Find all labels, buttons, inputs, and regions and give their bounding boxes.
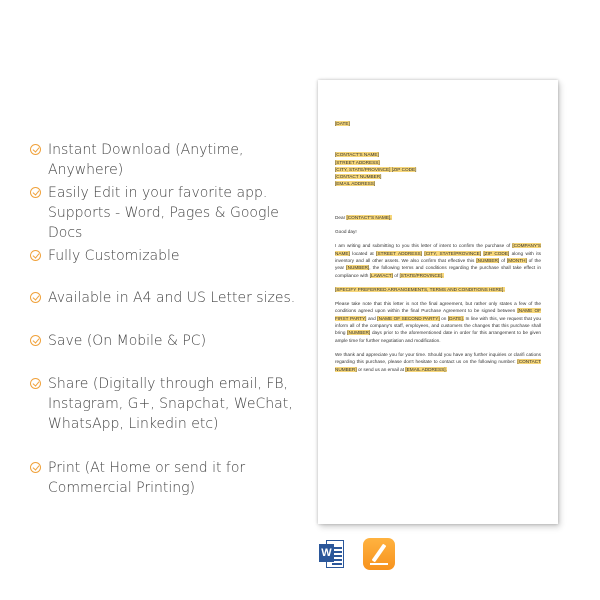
address-line: [CITY, STATE/PROVINCE] [ZIP CODE] xyxy=(335,166,417,172)
date-placeholder: [DATE]. xyxy=(447,315,464,321)
paragraph-3 xyxy=(335,351,541,373)
contact-number-placeholder: [CONTACT NUMBER] xyxy=(335,359,541,372)
feature-text: Save (On Mobile & PC) xyxy=(48,333,207,349)
address-line: [STREET ADDRESS] xyxy=(335,159,380,165)
feature-text: Fully Customizable xyxy=(48,248,180,264)
feature-text: Print (At Home or send it for xyxy=(48,460,246,476)
street-placeholder: [STREET ADDRESS] xyxy=(376,250,422,256)
text: , the following terms and conditions regarding the purchase shall take effect in compliance with xyxy=(335,265,541,278)
word-app-icon xyxy=(319,538,345,570)
text: located at xyxy=(352,250,374,256)
second-party-placeholder: [NAME OF SECOND PARTY] xyxy=(377,315,440,321)
law-placeholder: [LAW/ACT] xyxy=(369,272,393,278)
text: or send us an email at xyxy=(357,366,405,372)
feature-item xyxy=(30,140,300,180)
state-placeholder: [STATE/PROVINCE]. xyxy=(399,272,444,278)
text: Please take note that this letter is not the final agreement, but rather only states a few of the conditions agreed upon within the final Purchase Agreement to be signed between xyxy=(335,301,541,314)
feature-item xyxy=(30,246,300,266)
feature-text: Share (Digitally through email, FB, xyxy=(48,376,289,392)
address-line: [EMAIL ADDRESS] xyxy=(335,181,376,187)
feature-text: Commercial Printing) xyxy=(48,480,196,496)
check-circle-icon xyxy=(30,378,41,389)
number-placeholder: [NUMBER] xyxy=(476,257,500,263)
text: of xyxy=(501,257,506,263)
address-line: [CONTACT NUMBER] xyxy=(335,174,382,180)
feature-item xyxy=(30,458,300,498)
text: along with its inventory and all other assets. We also confirm that effective this xyxy=(335,250,541,263)
feature-text: Instant Download (Anytime, Anywhere) xyxy=(48,142,244,178)
company-placeholder: [COMPANY'S NAME] xyxy=(335,243,541,256)
feature-item xyxy=(30,183,300,243)
month-placeholder: [MONTH] xyxy=(506,257,527,263)
salutation-name: [CONTACT'S NAME], xyxy=(346,214,392,220)
check-circle-icon xyxy=(30,335,41,346)
city-placeholder: [CITY, STATE/PROVINCE] xyxy=(424,250,482,256)
text: on xyxy=(441,315,447,321)
check-circle-icon xyxy=(30,144,41,155)
greeting: Good day! xyxy=(335,229,357,235)
number-placeholder: [NUMBER] xyxy=(346,265,370,271)
arrangements-placeholder: [SPECIFY PREFERRED ARRANGEMENTS, TERMS AND CONDITIONS HERE]. xyxy=(335,286,505,292)
address-line: [CONTACT'S NAME] xyxy=(335,152,379,158)
feature-item xyxy=(30,374,300,434)
date-placeholder: [DATE] xyxy=(335,121,350,126)
text: We thank and appreciate you for your time. Should you have any further inquiries or clarifi cations regarding this purchase, please don't hesitate to contact us on the following number: xyxy=(335,351,541,365)
text: I am writing and submitting to you this letter of intent to confirm the purchase of xyxy=(335,243,511,249)
text: days prior to the aforementioned date in order for this arrangement to be given ample time for further negotiation and modification. xyxy=(335,330,541,343)
supported-apps xyxy=(319,538,395,570)
text: of xyxy=(394,272,399,278)
paragraph-2 xyxy=(335,300,541,344)
first-party-placeholder: [NAME OF FIRST PARTY] xyxy=(335,308,541,321)
text: of the year xyxy=(335,257,541,271)
feature-text: Available in A4 and US Letter sizes. xyxy=(48,290,296,306)
zip-placeholder: [ZIP CODE] xyxy=(483,250,510,256)
pages-app-icon xyxy=(363,538,395,570)
paragraph-1 xyxy=(335,242,541,278)
check-circle-icon xyxy=(30,292,41,303)
check-circle-icon xyxy=(30,462,41,473)
feature-text: Instagram, G+, Snapchat, WeChat, xyxy=(48,396,293,412)
check-circle-icon xyxy=(30,187,41,198)
text: In line with this, we request that you inform all of the company's staff, employees, and customers the changes that this purchase shall bring xyxy=(335,315,541,336)
salutation-prefix: Dear xyxy=(335,214,346,220)
feature-item xyxy=(30,331,300,351)
check-circle-icon xyxy=(30,250,41,261)
word-badge: W xyxy=(319,544,334,562)
feature-item xyxy=(30,288,300,308)
text: and xyxy=(367,315,376,321)
number-placeholder: [NUMBER] xyxy=(347,330,371,336)
feature-text: Supports - Word, Pages & Google Docs xyxy=(48,205,279,241)
letter-preview xyxy=(318,80,558,524)
feature-text: WhatsApp, Linkedin etc) xyxy=(48,416,219,432)
feature-text: Easily Edit in your favorite app. xyxy=(48,185,268,201)
email-placeholder: [EMAIL ADDRESS]. xyxy=(405,366,447,372)
